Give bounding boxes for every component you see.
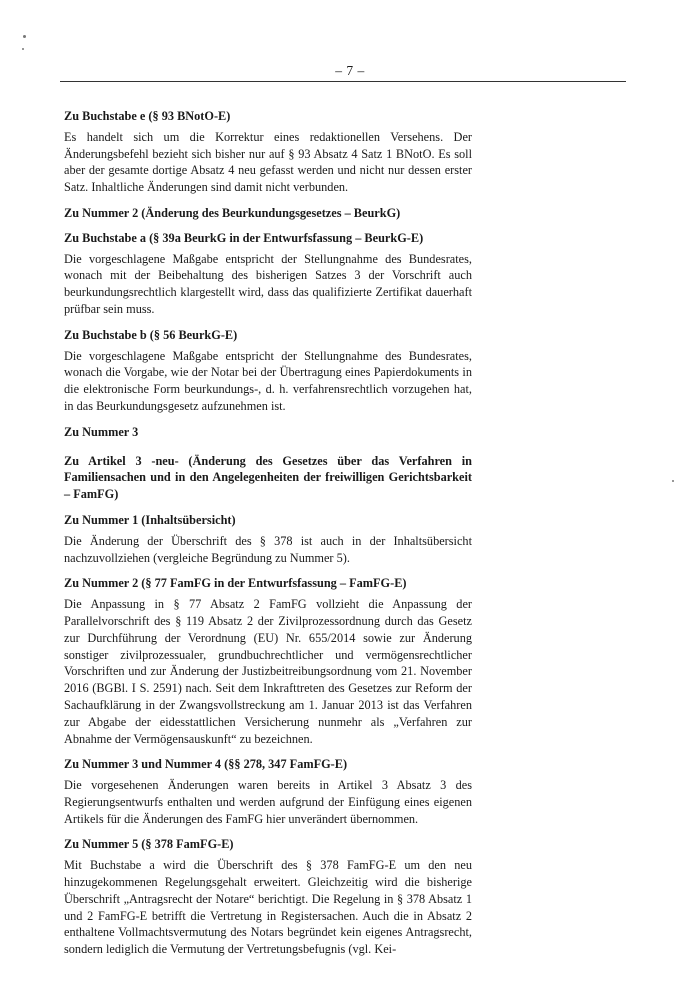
- section-heading: Zu Nummer 3 und Nummer 4 (§§ 278, 347 FamFG-E): [64, 757, 348, 772]
- section-heading: Zu Buchstabe e (§ 93 BNotO-E): [64, 109, 231, 123]
- section-heading: Zu Buchstabe b (§ 56 BeurkG-E): [64, 327, 238, 342]
- section-nummer-3-4: [64, 756, 472, 827]
- section-paragraph: Mit Buchstabe a wird die Überschrift des § 378 FamFG-E um den neu hinzugekommenen Regelungsgehalt erweitert. Gleichzeitig wird die bisherige Überschrift „Antragsrecht der Notare“ berichtigt. Die Regelung in § 378 Absatz 1 und 2 FamFG-E betrifft die Vertretung in Registersachen. Auch die in Absatz 2 enthaltene Vollmachtsvermutung des Notars begründet kein eigenes Antragsrecht, sondern lediglich die Vermutung der Vertretungsbefugnis (vgl. Kei-: [64, 858, 472, 957]
- scan-speck: [22, 48, 24, 50]
- section-paragraph: Die vorgesehenen Änderungen waren bereits in Artikel 3 Absatz 3 des Regierungsentwurfs enthalten und werden aufgrund der Einfügung eines eigenen Artikels für die Änderungen des FamFG hier unverändert übernommen.: [64, 778, 472, 826]
- document-body: [64, 108, 472, 967]
- section-heading: Zu Nummer 2 (Änderung des Beurkundungsgesetzes – BeurkG): [64, 205, 401, 220]
- section-heading: Zu Nummer 5 (§ 378 FamFG-E): [64, 837, 234, 852]
- page-number: – 7 –: [335, 63, 365, 78]
- section-paragraph: Die vorgeschlagene Maßgabe entspricht der Stellungnahme des Bundesrates, wonach mit der Beibehaltung des bisherigen Satzes 3 der Vorschrift auch beurkundungsrechtlich klargestellt wird, dass das qualifizierte Zertifikat dauerhaft prüfbar sein muss.: [64, 251, 472, 316]
- section-nummer-2: [64, 205, 472, 222]
- section-heading: Zu Artikel 3 -neu- (Änderung des Gesetzes über das Verfahren in Familiensachen und in den Angelegenheiten der freiwilligen Gerichtsbarkeit – FamFG): [64, 453, 472, 502]
- header-rule: [60, 81, 626, 82]
- section-heading: Zu Nummer 1 (Inhaltsübersicht): [64, 512, 236, 527]
- section-heading: Zu Nummer 3: [64, 424, 139, 439]
- section-nummer-5: [64, 836, 472, 958]
- section-heading: Zu Nummer 2 (§ 77 FamFG in der Entwurfsfassung – FamFG-E): [64, 576, 407, 591]
- section-nummer-3: [64, 424, 472, 441]
- section-paragraph: Die vorgeschlagene Maßgabe entspricht der Stellungnahme des Bundesrates, wonach die Vorgabe, wie der Notar bei der Übertragung eines Papierdokuments in die elektronische Form beurkundungs-, d. h. verfahrensrechtlich vorzugehen hat, in das Beurkundungsgesetz aufzunehmen ist.: [64, 348, 472, 413]
- section-buchstabe-e: [64, 108, 472, 196]
- scan-speck: [672, 480, 674, 482]
- scan-speck: [23, 35, 26, 38]
- section-nummer-2-famfg: [64, 575, 472, 747]
- section-heading: Zu Buchstabe a (§ 39a BeurkG in der Entwurfsfassung – BeurkG-E): [64, 230, 424, 245]
- section-artikel-3: [64, 453, 472, 503]
- section-paragraph: Die Änderung der Überschrift des § 378 ist auch in der Inhaltsübersicht nachzuvollziehen (vergleiche Begründung zu Nummer 5).: [64, 533, 472, 565]
- section-buchstabe-b: [64, 327, 472, 415]
- section-nummer-1: [64, 512, 472, 566]
- section-buchstabe-a: [64, 230, 472, 318]
- section-paragraph: Es handelt sich um die Korrektur eines redaktionellen Versehens. Der Änderungsbefehl bezieht sich bisher nur auf § 93 Absatz 4 Satz 1 BNotO. Es soll aber der gesamte dortige Absatz 4 neu gefasst werden und nicht nur dessen erster Satz. Inhaltliche Änderungen sind damit nicht verbunden.: [64, 129, 472, 195]
- section-paragraph: Die Anpassung in § 77 Absatz 2 FamFG vollzieht die Anpassung der Parallelvorschrift des § 119 Absatz 2 der Zivilprozessordnung durch das Gesetz zur Durchführung der Verordnung (EU) Nr. 655/2014 sowie zur Änderung sonstiger zivilprozessualer, grundbuchrechtlicher und vermögensrechtlicher Vorschriften und zur Änderung der Justizbeitreibungsordnung vom 21. November 2016 (BGBl. I S. 2591) nach. Seit dem Inkrafttreten des Gesetzes zur Reform der Sachaufklärung in der Zwangsvollstreckung am 1. Januar 2013 ist das Verfahren zur Abgabe der eidesstattlichen Versicherung nunmehr als „Verfahren zur Abnahme der Vermögensauskunft“ zu bezeichnen.: [64, 597, 472, 746]
